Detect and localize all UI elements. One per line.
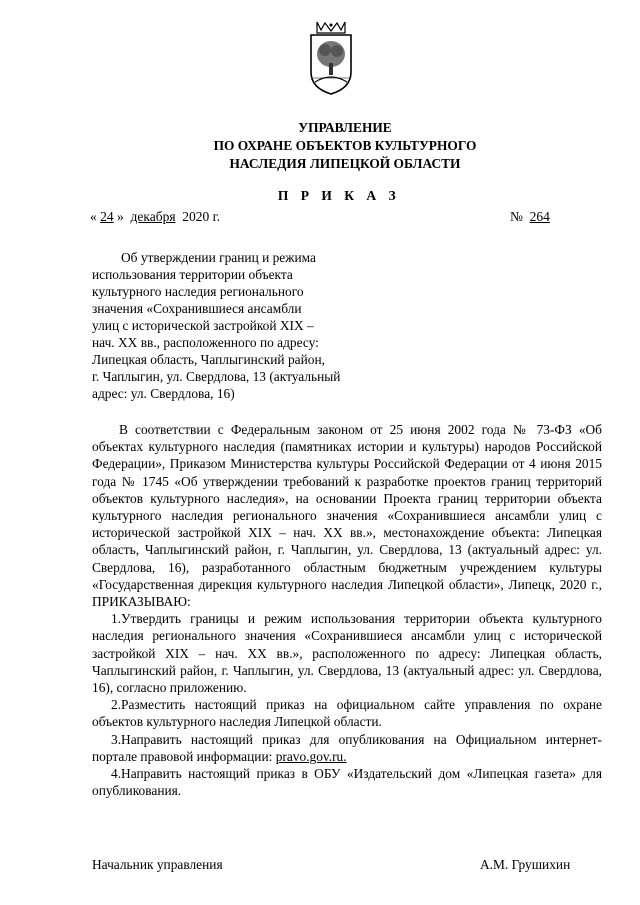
pravo-link[interactable]: pravo.gov.ru. [275, 748, 347, 764]
signer-name: А.М. Грушихин [480, 857, 571, 872]
subject-line: использования территории объекта [92, 267, 293, 282]
date-year: 2020 г. [182, 209, 221, 224]
org-line-2: ПО ОХРАНЕ ОБЪЕКТОВ КУЛЬТУРНОГО [213, 138, 477, 153]
subject-line: значения «Сохранившиеся ансамбли [92, 301, 302, 316]
order-item-1: 1.Утвердить границы и режим использования территории объекта культурного наследия регионального значения «Сохранившиеся ансамбли улиц с исторической застройкой XIX – нач. XX вв.», расположенного по адресу: Липецкая область, Чаплыгинский район, г. Чаплыгин, ул. Свердлова, 13 (актуальный адрес: ул. Свердлова, 16), согласно приложению. [92, 611, 602, 696]
order-item-3 [92, 731, 602, 765]
subject-line: адрес: ул. Свердлова, 16) [92, 386, 235, 401]
document-subject [92, 249, 392, 402]
date-open-quote: « [90, 209, 97, 224]
date-month: декабря [130, 209, 176, 224]
subject-line: Липецкая область, Чаплыгинский район, [92, 352, 325, 367]
order-item-2: 2.Разместить настоящий приказ на официальном сайте управления по охране объектов культурного наследия Липецкой области. [92, 697, 602, 730]
org-line-1: УПРАВЛЕНИЕ [298, 120, 392, 135]
organization-header [0, 119, 640, 173]
preamble-paragraph: В соответствии с Федеральным законом от 25 июня 2002 года № 73-ФЗ «Об объектах культурного наследия (памятниках истории и культуры) народов Российской Федерации», Приказом Министерства культуры Российской Федерации от 4 июня 2015 года № 1745 «Об утверждении требований к разработке проектов границ территорий объектов культурного наследия», на основании Проекта границ территории объекта культурного наследия регионального значения «Сохранившиеся ансамбли улиц с исторической застройкой XIX – нач. XX вв.», местонахождение объекта: Липецкая область, Чаплыгинский район, г. Чаплыгин, ул. Свердлова, 13 (актуальный адрес: ул. Свердлова, 16), разработанного областным бюджетным учреждением культуры «Государственная дирекция культурного наследия Липецкой области», Липецк, 2020 г., ПРИКАЗЫВАЮ: [92, 422, 602, 610]
order-item-4: 4.Направить настоящий приказ в ОБУ «Издательский дом «Липецкая газета» для опубликования. [92, 766, 602, 799]
signer-position: Начальник управления [92, 857, 223, 872]
document-date [90, 209, 220, 225]
number-value: 264 [529, 209, 550, 224]
document-title: П Р И К А З [277, 188, 401, 203]
document-number [510, 209, 550, 225]
order-item-3-text: 3.Направить настоящий приказ для опубликования на Официальном интернет-портале правовой информации: [92, 731, 602, 764]
org-line-3: НАСЛЕДИЯ ЛИПЕЦКОЙ ОБЛАСТИ [229, 156, 461, 171]
lipetsk-coat-of-arms-icon [305, 20, 357, 96]
subject-line: Об утверждении границ и режима [121, 250, 316, 265]
document-body [92, 421, 602, 799]
date-close-quote: » [117, 209, 124, 224]
number-sign: № [510, 209, 523, 224]
subject-line: улиц с исторической застройкой XIX – [92, 318, 314, 333]
subject-line: нач. XX вв., расположенного по адресу: [92, 335, 319, 350]
subject-line: г. Чаплыгин, ул. Свердлова, 13 (актуальный [92, 369, 341, 384]
subject-line: культурного наследия регионального [92, 284, 304, 299]
date-day: 24 [100, 209, 114, 224]
